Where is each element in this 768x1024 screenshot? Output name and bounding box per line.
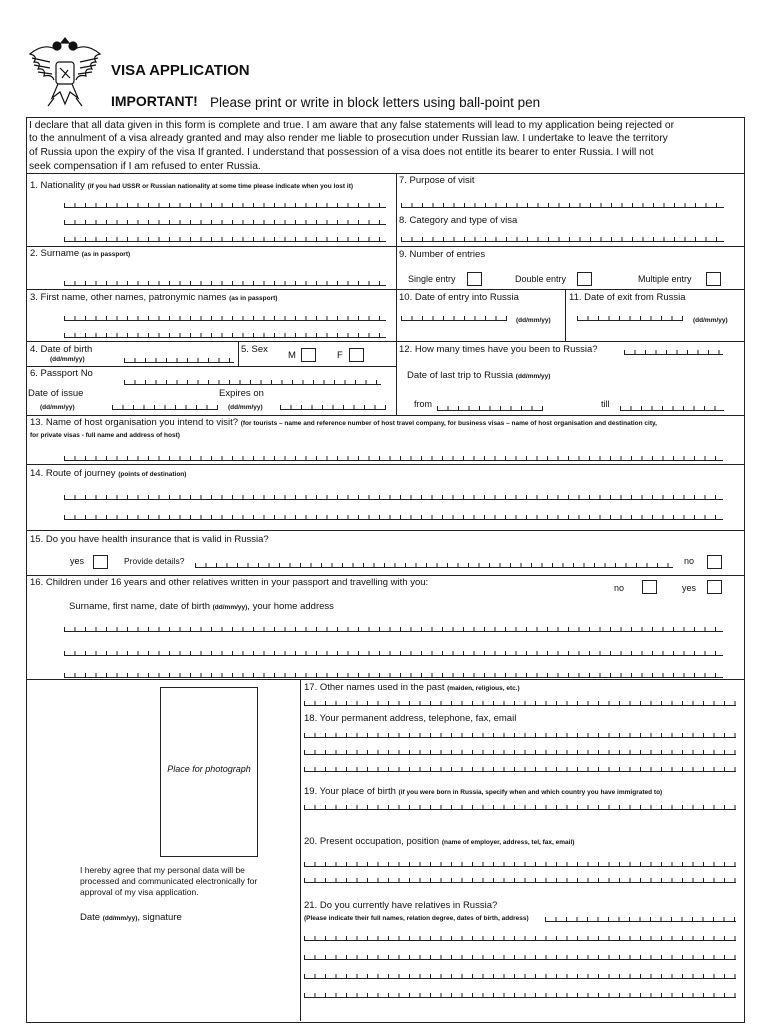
- relatives-label: 21. Do you currently have relatives in Russia?: [304, 900, 498, 911]
- occupation-field[interactable]: [304, 877, 736, 883]
- surname-field[interactable]: [64, 280, 386, 286]
- dob-format: (dd/mm/yy): [50, 356, 85, 363]
- host-org-field[interactable]: [64, 455, 723, 461]
- declaration-line: to the annulment of a visa already granted and may also render me liable to prosecution under Russian law. I undertake to leave the territory: [29, 133, 668, 144]
- russian-emblem-icon: [24, 32, 106, 116]
- dob-label: 4. Date of birth: [30, 344, 93, 355]
- children-no-checkbox[interactable]: [642, 580, 657, 594]
- first-name-field[interactable]: [64, 315, 386, 321]
- visa-category-field[interactable]: [401, 236, 724, 242]
- photo-label: Place for photograph: [167, 764, 251, 774]
- host-org-note: for private visas - full name and address of host): [30, 432, 180, 439]
- multiple-entry-checkbox[interactable]: [706, 272, 721, 286]
- exit-date-field[interactable]: [577, 315, 683, 321]
- visits-label: 12. How many times have you been to Russia?: [399, 344, 598, 355]
- children-field[interactable]: [64, 650, 723, 656]
- expiry-date-label: Expires on: [219, 388, 264, 399]
- last-trip-from-label: from: [414, 399, 432, 409]
- last-trip-from-field[interactable]: [437, 405, 543, 411]
- important-text: Please print or write in block letters using ball-point pen: [210, 95, 541, 110]
- surname-label: 2. Surname (as in passport): [30, 248, 131, 259]
- host-org-label: 13. Name of host organisation you intend to visit? (for tourists – name and reference number of host travel company, for business visas – name of host organisation and destination city,: [30, 417, 657, 428]
- entry-date-label: 10. Date of entry into Russia: [399, 292, 519, 303]
- nationality-label: 1. Nationality (if you had USSR or Russian nationality at some time please indicate when you lost it): [30, 180, 354, 191]
- first-name-label: 3. First name, other names, patronymic names (as in passport): [30, 292, 278, 303]
- children-yes-checkbox[interactable]: [707, 580, 722, 594]
- other-names-field[interactable]: [304, 700, 736, 706]
- exit-date-format: (dd/mm/yy): [693, 317, 728, 324]
- passport-label: 6. Passport No: [30, 368, 93, 379]
- last-trip-label: Date of last trip to Russia (dd/mm/yy): [407, 370, 551, 381]
- visa-category-label: 8. Category and type of visa: [399, 215, 518, 226]
- issue-date-format: (dd/mm/yy): [40, 404, 75, 411]
- insurance-details-field[interactable]: [195, 562, 673, 568]
- relatives-field[interactable]: [304, 935, 736, 941]
- nationality-field[interactable]: [64, 219, 386, 225]
- route-label: 14. Route of journey (points of destination): [30, 468, 187, 479]
- visits-field[interactable]: [624, 349, 723, 355]
- double-entry-label: Double entry: [515, 274, 567, 284]
- single-entry-label: Single entry: [408, 274, 456, 284]
- date-signature-label: Date (dd/mm/yy), signature: [80, 912, 182, 923]
- sex-label: 5. Sex: [241, 344, 268, 355]
- issue-date-label: Date of issue: [28, 388, 84, 399]
- other-names-label: 17. Other names used in the past (maiden, religious, etc.): [304, 682, 520, 693]
- expiry-date-format: (dd/mm/yy): [228, 404, 263, 411]
- occupation-label: 20. Present occupation, position (name of employer, address, tel, fax, email): [304, 836, 575, 847]
- photo-box[interactable]: [160, 687, 258, 857]
- insurance-no-label: no: [684, 556, 695, 566]
- address-label: 18. Your permanent address, telephone, fax, email: [304, 713, 517, 724]
- sex-m-checkbox[interactable]: [301, 348, 316, 362]
- relatives-field[interactable]: [304, 992, 736, 998]
- consent-line: processed and communicated electronically for: [80, 876, 258, 886]
- sex-m-label: M: [288, 350, 296, 361]
- declaration-box: [26, 117, 745, 174]
- double-entry-checkbox[interactable]: [577, 272, 592, 286]
- children-yes-label: yes: [682, 583, 697, 593]
- last-trip-till-label: till: [601, 399, 610, 409]
- children-no-label: no: [614, 583, 625, 593]
- expiry-date-field[interactable]: [280, 404, 386, 410]
- purpose-field[interactable]: [401, 202, 724, 208]
- page-title: VISA APPLICATION: [111, 62, 250, 79]
- route-field[interactable]: [64, 514, 723, 520]
- single-entry-checkbox[interactable]: [467, 272, 482, 286]
- occupation-field[interactable]: [304, 861, 736, 867]
- entries-label: 9. Number of entries: [399, 249, 486, 260]
- nationality-field[interactable]: [64, 236, 386, 242]
- exit-date-label: 11. Date of exit from Russia: [569, 292, 686, 303]
- relatives-field[interactable]: [304, 973, 736, 979]
- children-field[interactable]: [64, 626, 723, 632]
- relatives-field[interactable]: [545, 916, 736, 922]
- last-trip-till-field[interactable]: [620, 405, 724, 411]
- consent-line: approval of my visa application.: [80, 887, 199, 897]
- nationality-field[interactable]: [64, 202, 386, 208]
- sex-f-checkbox[interactable]: [349, 348, 364, 362]
- address-field[interactable]: [304, 749, 736, 755]
- insurance-details-label: Provide details?: [124, 556, 185, 566]
- children-sub-label: Surname, first name, date of birth (dd/mm/yy), your home address: [69, 601, 334, 612]
- birthplace-label: 19. Your place of birth (if you were born in Russia, specify when and which country you have immigrated to): [304, 786, 663, 797]
- declaration-line: of Russia upon the expiry of the visa If granted. I understand that possession of a visa does not entitle its bearer to enter Russia. I will not: [29, 147, 654, 158]
- declaration-line: seek compensation if I am refused to enter Russia.: [29, 161, 261, 172]
- important-label: IMPORTANT!: [111, 93, 198, 109]
- insurance-no-checkbox[interactable]: [707, 555, 722, 569]
- insurance-label: 15. Do you have health insurance that is valid in Russia?: [30, 534, 269, 545]
- insurance-yes-checkbox[interactable]: [93, 555, 108, 569]
- children-label: 16. Children under 16 years and other relatives written in your passport and travelling with you:: [30, 577, 429, 588]
- children-field[interactable]: [64, 672, 723, 678]
- declaration-line: I declare that all data given in this form is complete and true. I am aware that any false statements will lead to my application being rejected or: [29, 120, 675, 131]
- sex-f-label: F: [337, 350, 343, 361]
- entry-date-field[interactable]: [401, 315, 507, 321]
- birthplace-field[interactable]: [304, 804, 736, 810]
- address-field[interactable]: [304, 766, 736, 772]
- relatives-field[interactable]: [304, 954, 736, 960]
- first-name-field[interactable]: [64, 332, 386, 338]
- entry-date-format: (dd/mm/yy): [516, 317, 551, 324]
- multiple-entry-label: Multiple entry: [638, 274, 692, 284]
- relatives-note: (Please indicate their full names, relation degree, dates of birth, address): [304, 915, 529, 922]
- address-field[interactable]: [304, 732, 736, 738]
- route-field[interactable]: [64, 494, 723, 500]
- issue-date-field[interactable]: [112, 404, 218, 410]
- consent-line: I hereby agree that my personal data will be: [80, 865, 245, 875]
- passport-field[interactable]: [124, 379, 381, 385]
- dob-field[interactable]: [124, 357, 234, 363]
- insurance-yes-label: yes: [70, 556, 85, 566]
- purpose-label: 7. Purpose of visit: [399, 175, 475, 186]
